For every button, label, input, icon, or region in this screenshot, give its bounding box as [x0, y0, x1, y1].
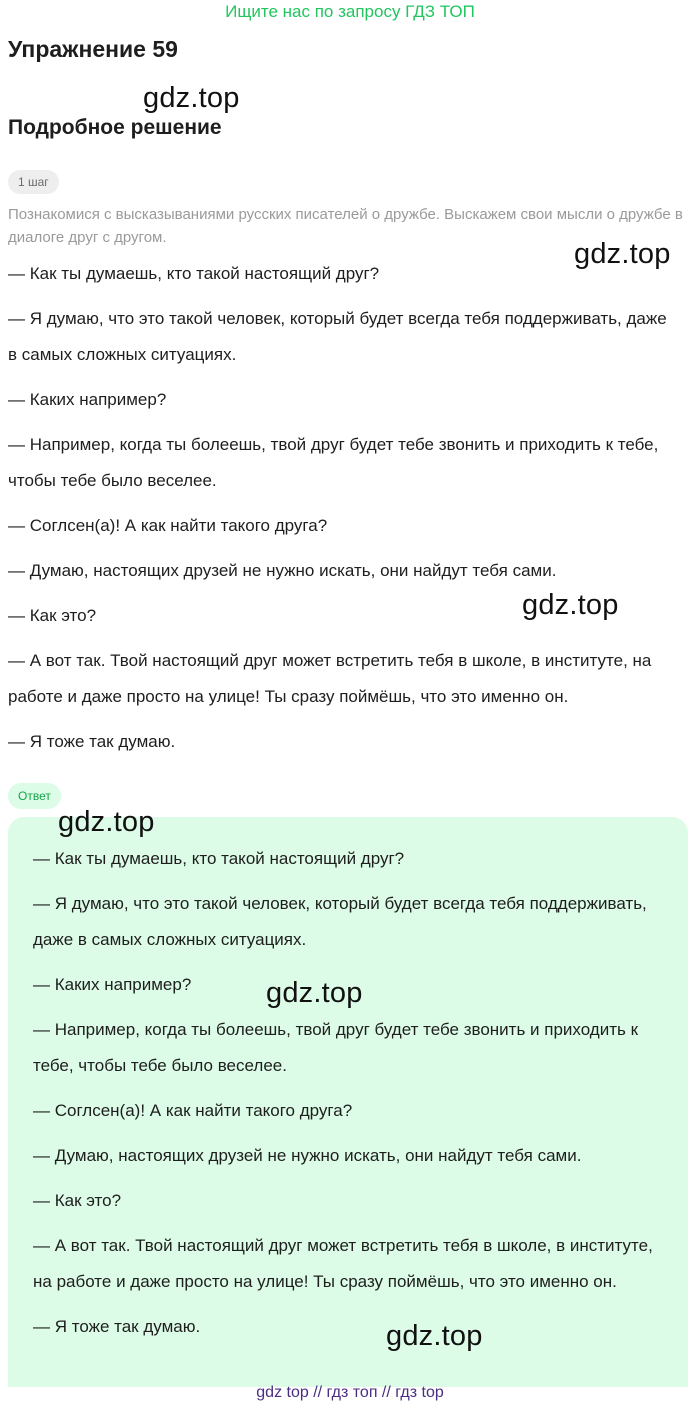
exercise-title: Упражнение 59	[8, 36, 178, 62]
dialog-line: — А вот так. Твой настоящий друг может встретить тебя в школе, в институте, на работе и даже просто на улице! Ты сразу поймёшь, что это именно он.	[8, 651, 652, 706]
step-badge: 1 шаг	[8, 170, 59, 194]
dialog-line: — Я думаю, что это такой человек, который будет всегда тебя поддерживать, даже в самых сложных ситуациях.	[8, 309, 667, 364]
dialog-line: — Соглсен(а)! А как найти такого друга?	[8, 516, 328, 535]
dialog-line: — Например, когда ты болеешь, твой друг будет тебе звонить и приходить к тебе, чтобы тебе было веселее.	[8, 435, 659, 490]
answer-line: — А вот так. Твой настоящий друг может встретить тебя в школе, в институте, на работе и даже просто на улице! Ты сразу поймёшь, что это именно он.	[33, 1236, 653, 1291]
top-banner: Ищите нас по запросу ГДЗ ТОП	[225, 2, 475, 21]
watermark: gdz.top	[58, 806, 155, 838]
dialog-line: — Я тоже так думаю.	[8, 732, 176, 751]
intro-text: Познакомися с высказываниями русских писателей о дружбе. Выскажем свои мысли о дружбе в диалоге друг с другом.	[8, 206, 683, 246]
solution-title: Подробное решение	[8, 116, 222, 139]
answer-dialog	[33, 841, 663, 1354]
dialog-line: — Как это?	[8, 606, 97, 625]
answer-line: — Я думаю, что это такой человек, который будет всегда тебя поддерживать, даже в самых сложных ситуациях.	[33, 894, 647, 949]
watermark: gdz.top	[574, 238, 671, 270]
answer-line: — Соглсен(а)! А как найти такого друга?	[33, 1101, 353, 1120]
footer: gdz top // гдз топ // гдз top	[256, 1384, 444, 1401]
answer-line: — Например, когда ты болеешь, твой друг будет тебе звонить и приходить к тебе, чтобы тебе было веселее.	[33, 1020, 639, 1075]
answer-line: — Думаю, настоящих друзей не нужно искать, они найдут тебя сами.	[33, 1146, 582, 1165]
answer-line: — Я тоже так думаю.	[33, 1317, 201, 1336]
answer-line: — Каких например?	[33, 975, 192, 994]
solution-dialog	[8, 256, 680, 769]
answer-line: — Как ты думаешь, кто такой настоящий друг?	[33, 849, 405, 868]
dialog-line: — Как ты думаешь, кто такой настоящий друг?	[8, 264, 380, 283]
watermark: gdz.top	[143, 82, 240, 114]
watermark: gdz.top	[522, 589, 619, 621]
answer-badge: Ответ	[8, 783, 61, 809]
dialog-line: — Каких например?	[8, 390, 167, 409]
watermark: gdz.top	[386, 1320, 483, 1352]
dialog-line: — Думаю, настоящих друзей не нужно искать, они найдут тебя сами.	[8, 561, 557, 580]
answer-line: — Как это?	[33, 1191, 122, 1210]
watermark: gdz.top	[266, 977, 363, 1009]
